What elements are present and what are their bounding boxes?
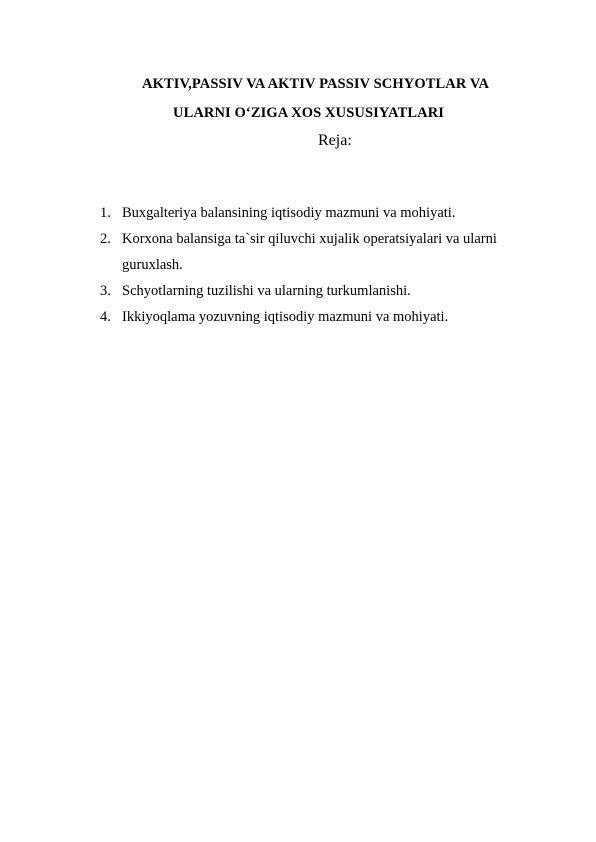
plan-item-number: 3. [100, 283, 111, 299]
document-title-line-1: AKTIV,PASSIV VA AKTIV PASSIV SCHYOTLAR VA [142, 76, 490, 92]
plan-item-text: Korxona balansiga ta`sir qiluvchi xujalik operatsiyalari va ularni guruxlash. [122, 231, 497, 273]
plan-heading: Reja: [318, 132, 352, 149]
plan-item-text: Schyotlarning tuzilishi va ularning turkumlanishi. [122, 283, 411, 299]
plan-list [100, 200, 540, 330]
plan-item-number: 4. [100, 309, 111, 325]
plan-item-number: 1. [100, 205, 111, 221]
plan-item-text: Buxgalteriya balansining iqtisodiy mazmuni va mohiyati. [122, 205, 456, 221]
plan-item-2 [100, 226, 540, 278]
plan-item-4 [100, 304, 540, 330]
plan-item-text: Ikkiyoqlama yozuvning iqtisodiy mazmuni va mohiyati. [122, 309, 449, 325]
document-title-line-2: ULARNI O‘ZIGA XOS XUSUSIYATLARI [173, 105, 445, 121]
plan-item-number: 2. [100, 231, 111, 247]
plan-item-1 [100, 200, 540, 226]
plan-item-3 [100, 278, 540, 304]
